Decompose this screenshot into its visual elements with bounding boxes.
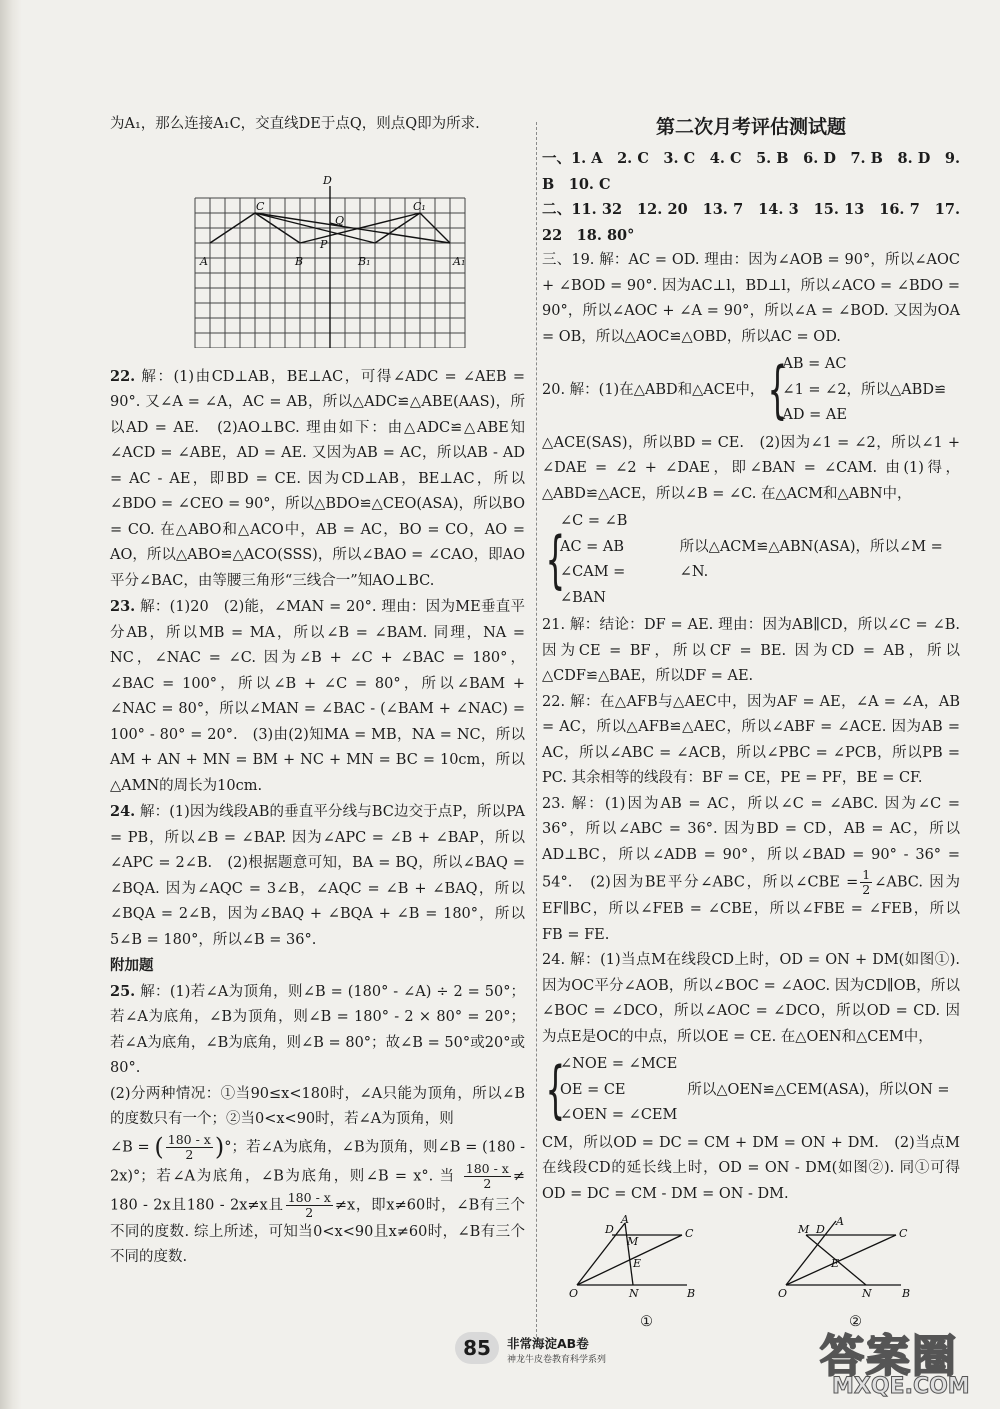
answer-23-left bbox=[110, 594, 525, 799]
grid-figure bbox=[110, 138, 525, 348]
answer-25-part2: (2)分两种情况：①当90≤x<180时，∠A只能为顶角，所以∠B的度数只有一个；②当0<x<90时，若∠A为顶角，则 bbox=[110, 1085, 525, 1127]
answer-20-prefix: 20. 解：(1)在△ABD和△ACE中， bbox=[542, 381, 765, 398]
fig1-point-C: C bbox=[684, 1227, 693, 1240]
point-label-D: D bbox=[323, 173, 332, 187]
multiple-choice-answers: 一、1. A 2. C 3. C 4. C 5. B 6. D 7. B 8. D 9. B 10. C bbox=[542, 150, 960, 193]
question-number: 22. bbox=[110, 367, 136, 385]
fraction-denominator: 2 bbox=[185, 1146, 194, 1162]
answer-20-brace-row bbox=[542, 352, 960, 429]
brace-line: ∠C = ∠B bbox=[560, 513, 628, 529]
answer-text: 解：(1)若∠A为顶角，则∠B = (180° - ∠A) ÷ 2 = 50°；若∠A为底角，∠B为顶角，则∠B = 180° - 2 × 80° = 20°；若∠A为底角，∠B为底角，则∠B = 80°；故∠B = 50°或20°或80°. bbox=[110, 983, 525, 1076]
answer-23 bbox=[542, 792, 960, 949]
fraction-numerator: 180 - x bbox=[167, 1131, 211, 1147]
column-divider bbox=[536, 122, 537, 1337]
question-number: 24. bbox=[110, 803, 136, 820]
answer-20-brace-row-2 bbox=[542, 509, 960, 611]
question-number: 23. bbox=[110, 598, 136, 615]
brace-line: OE = CE bbox=[560, 1081, 626, 1098]
fraction bbox=[286, 1191, 333, 1220]
book-binding-shadow bbox=[0, 0, 22, 1409]
fraction bbox=[166, 1133, 213, 1162]
watermark-logo-text: 答案圈 bbox=[820, 1331, 958, 1382]
formula-suffix: ≠ bbox=[512, 1168, 525, 1184]
paren-close: ) bbox=[214, 1132, 225, 1161]
left-column bbox=[110, 112, 525, 1271]
answer-22: 22. 解：在△AFB与△AEC中，因为AF = AE，∠A = ∠A，AB = AC，所以△AFB≌△AEC，所以∠ABF = ∠ACE. 因为AB = AC，所以∠ABC = ∠ACB，所以∠PBC = ∠PCB，所以PB = PC. 其余相等的线段有：BF = CE，PE = PF，BE = CF. bbox=[542, 693, 960, 786]
point-label-B: B bbox=[295, 254, 304, 268]
figure-2 bbox=[776, 1215, 936, 1335]
brace-line: ∠NOE = ∠MCE bbox=[560, 1056, 678, 1072]
formula-suffix: ≠x，即x≠60时，∠B有三个不同的度数. 综上所述，可知当0<x<90且x≠60时，∠B有三个不同的度数. bbox=[110, 1197, 525, 1265]
fig2-point-A: A bbox=[835, 1215, 844, 1228]
watermark-url: MXQE.COM bbox=[832, 1374, 970, 1399]
answer-21: 21. 解：结论：DF = AE. 理由：因为AB∥CD，所以∠C = ∠B. 因为CE = BF，所以CF = BE. 因为CD = AB，所以△CDF≌△BAE，所以DF = AE. bbox=[542, 617, 960, 684]
brace-line: AC = AB bbox=[560, 538, 625, 555]
paren-open: ( bbox=[154, 1132, 164, 1161]
fig1-point-B: B bbox=[686, 1287, 695, 1300]
fig2-point-B: B bbox=[901, 1287, 910, 1300]
fraction-numerator: 180 - x bbox=[465, 1160, 509, 1176]
fig2-point-E: E bbox=[830, 1257, 839, 1270]
answer-19: 三、19. 解：AC = OD. 理由：因为∠AOB = 90°，所以∠AOC + ∠BOD = 90°. 因为AC⊥l，BD⊥l，所以∠ACO = ∠BDO = 90°，所以∠AOC + ∠A = 90°，所以∠A = ∠BOD. 又因为OA = OB，所以△AOC≌△OBD，所以AC = OD. bbox=[542, 252, 960, 345]
fill-blank-answers: 二、11. 32 12. 20 13. 7 14. 3 15. 13 16. 7 17. 22 18. 80° bbox=[542, 201, 960, 244]
brace-conclusion: 所以△ACM≌△ABN(ASA)，所以∠M = ∠N. bbox=[679, 538, 943, 580]
formula-prefix: 180 - 2x且180 - 2x≠x且 bbox=[110, 1197, 284, 1213]
point-label-B1: B₁ bbox=[358, 254, 371, 268]
figure-1-label: ① bbox=[640, 1313, 653, 1330]
fig1-point-N: N bbox=[628, 1287, 639, 1300]
brace-conclusion: 所以△OEN≌△CEM(ASA)，所以ON = bbox=[687, 1081, 950, 1098]
fig1-point-O: O bbox=[568, 1287, 578, 1300]
fig1-point-M: M bbox=[626, 1235, 638, 1248]
answer-20-text: △ACE(SAS)，所以BD = CE. (2)因为∠1 = ∠2，所以∠1 + ∠DAE = ∠2 + ∠DAE，即∠BAN = ∠CAM. 由(1)得，△ABD≌△ACE，所以∠B = ∠C. 在△ACM和△ABN中， bbox=[542, 434, 960, 502]
answer-22-left bbox=[110, 364, 525, 595]
formula-suffix: °；若∠A为底角，∠B为顶角，则∠B = (180 - 2x)°；若∠A为底角，∠B为底角，则∠B = x°. 当 bbox=[110, 1139, 525, 1184]
brace-line: AD = AE bbox=[782, 407, 847, 423]
answer-25-part3 bbox=[110, 1133, 525, 1271]
brace-conditions bbox=[560, 1052, 677, 1129]
fraction-denominator: 2 bbox=[483, 1175, 492, 1191]
answer-24-left bbox=[110, 799, 525, 953]
fraction-denominator: 2 bbox=[305, 1204, 314, 1220]
right-column bbox=[542, 112, 960, 1335]
figure-2-label: ② bbox=[849, 1313, 862, 1330]
point-label-C: C bbox=[256, 199, 265, 213]
fraction-numerator: 180 - x bbox=[287, 1189, 331, 1205]
brace-line: ∠CAM = ∠BAN bbox=[560, 564, 626, 606]
left-brace: { bbox=[767, 353, 788, 427]
point-label-P: P bbox=[320, 237, 328, 251]
brace-conditions bbox=[782, 352, 946, 429]
intro-text: 为A₁，那么连接A₁C，交直线DE于点Q，则点Q即为所求. bbox=[110, 116, 480, 132]
answer-25-part1 bbox=[110, 979, 525, 1082]
fraction-numerator: 1 bbox=[862, 867, 871, 882]
fig1-point-A: A bbox=[620, 1215, 629, 1226]
point-label-A1: A₁ bbox=[453, 254, 466, 268]
answer-text: 解：(1)20 (2)能，∠MAN = 20°. 理由：因为ME垂直平分AB，所以MB = MA，所以∠B = ∠BAM. 同理，NA = NC，∠NAC = ∠C. 因为∠B + ∠C + ∠BAC = 180°，∠BAC = 100°，所以∠B + ∠C = 80°，所以∠BAM + ∠NAC = 80°，所以∠MAN = ∠BAC - (∠BAM + ∠NAC) = 100° - 80° = 20°. (3)由(2)知MA = MB，NA = NC，所以AM + AN + MN = BM + NC + MN = BC = 10cm，所以△AMN的周长为10cm. bbox=[110, 599, 526, 794]
question-number: 25. bbox=[110, 982, 136, 1000]
fig2-point-C: C bbox=[898, 1227, 907, 1240]
series-subtitle: 神龙牛皮卷教育科学系列 bbox=[507, 1355, 607, 1365]
brace-line: ∠OEN = ∠CEM bbox=[560, 1107, 678, 1123]
brace-conditions bbox=[560, 509, 670, 611]
fig2-point-D: D bbox=[815, 1223, 825, 1236]
brace-line: AB = AC bbox=[782, 356, 847, 372]
answer-text: ∠ABC. 因为EF∥BC，所以∠FEB = ∠CBE，所以∠FBE = ∠FEB，所以FB = FE. bbox=[542, 874, 960, 943]
fig2-point-N: N bbox=[861, 1287, 872, 1300]
fraction bbox=[860, 868, 872, 897]
answer-24-text: 24. 解：(1)当点M在线段CD上时，OD = ON + DM(如图①). 因为OC平分∠AOB，所以∠BOC = ∠AOC. 因为CD∥OB，所以∠BOC = ∠DCO，所以∠AOC = ∠DCO，所以OD = CD. 因为点E是OC的中点，所以OE = CE. 在△OEN和△CEM中， bbox=[542, 952, 960, 1045]
brace-line: ∠1 = ∠2，所以△ABD≌ bbox=[782, 381, 947, 398]
point-label-C1: C₁ bbox=[413, 199, 426, 213]
point-label-A: A bbox=[200, 254, 208, 268]
page-footer bbox=[455, 1330, 755, 1370]
left-brace: { bbox=[545, 1053, 566, 1127]
series-title: 非常海淀AB卷 bbox=[507, 1336, 589, 1351]
figure-1 bbox=[567, 1215, 727, 1335]
fraction bbox=[464, 1162, 511, 1191]
figure-1-diagram bbox=[567, 1215, 727, 1300]
formula-prefix: ∠B = bbox=[110, 1139, 150, 1155]
fraction-denominator: 2 bbox=[862, 882, 871, 897]
fig2-point-M: M bbox=[797, 1223, 809, 1236]
extra-section-title: 附加题 bbox=[110, 957, 154, 974]
geometry-figures bbox=[542, 1215, 960, 1335]
answer-24-brace-row bbox=[542, 1052, 960, 1129]
answer-page bbox=[110, 112, 970, 1352]
page-number: 85 bbox=[455, 1332, 499, 1364]
answer-text: 23. 解：(1)因为AB = AC，所以∠C = ∠ABC. 因为∠C = 36°，所以∠ABC = 36°. 因为BD = CD，AB = AC，所以AD⊥BC，所以∠ADB = 90°，所以∠BAD = 90° - 36° = 54°. (2)因为BE平分∠ABC，所以∠CBE = bbox=[542, 795, 960, 891]
fig1-point-E: E bbox=[632, 1257, 641, 1270]
section-title: 第二次月考评估测试题 bbox=[655, 116, 846, 138]
figure-2-diagram bbox=[776, 1215, 936, 1300]
point-label-Q: Q bbox=[335, 213, 345, 227]
answer-text: 解：(1)因为线段AB的垂直平分线与BC边交于点P，所以PA = PB，所以∠B = ∠BAP. 因为∠APC = ∠B + ∠BAP，所以∠APC = 2∠B. (2)根据题意可知，BA = BQ，所以∠BAQ = ∠BQA. 因为∠AQC = 3∠B，∠AQC = ∠B + ∠BAQ，所以∠BQA = 2∠B，因为∠BAQ + ∠BQA + ∠B = 180°，所以5∠B = 180°，所以∠B = 36°. bbox=[110, 804, 526, 948]
left-brace: { bbox=[545, 523, 566, 596]
watermark bbox=[820, 1320, 990, 1400]
answer-text: 解：(1)由CD⊥AB，BE⊥AC，可得∠ADC = ∠AEB = 90°. 又∠A = ∠A，AC = AB，所以△ADC≌△ABE(AAS)，所以AD = AE. (2)AO⊥BC. 理由如下：由△ADC≌△ABE知∠ACD = ∠ABE，AD = AE. 又因为AB = AC，所以AB - AD = AC - AE，即BD = CE. 因为CD⊥AB，BE⊥AC，所以∠BDO = ∠CEO = 90°，所以△BDO≌△CEO(ASA)，所以BO = CO. 在△ABO和△ACO中，AB = AC，BO = CO，AO = AO，所以△ABO≌△ACO(SSS)，所以∠BAO = ∠CAO，即AO平分∠BAC，由等腰三角形“三线合一”知AO⊥BC. bbox=[110, 368, 525, 589]
answer-24-text-2: CM，所以OD = DC = CM + DM = ON + DM. (2)当点M在线段CD的延长线上时，OD = ON - DM(如图②). 同①可得OD = DC = CM - DM = ON - DM. bbox=[542, 1134, 960, 1202]
grid-diagram bbox=[110, 138, 525, 348]
fig1-point-D: D bbox=[604, 1223, 614, 1236]
fig2-point-O: O bbox=[777, 1287, 787, 1300]
